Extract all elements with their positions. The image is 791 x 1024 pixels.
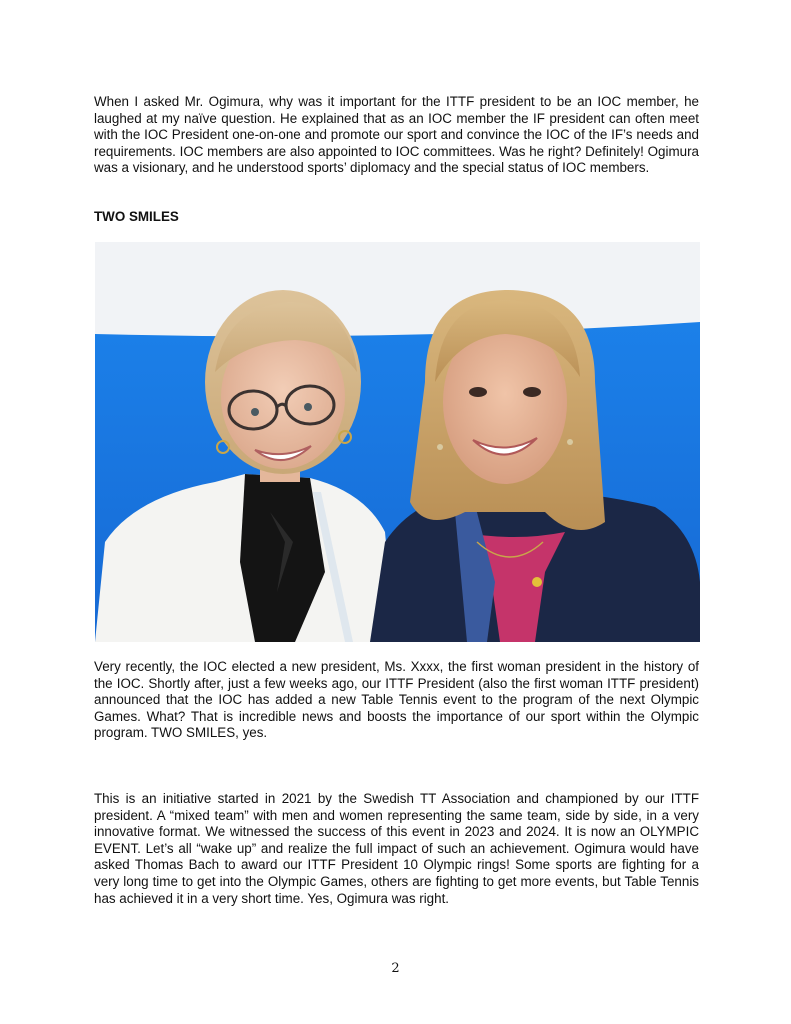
paragraph-new-president: Very recently, the IOC elected a new president, Ms. Xxxx, the first woman president in the history of the IOC. Shortly after, just a few weeks ago, our ITTF President (also the first woman ITTF president) announced that the IOC has added a new Table Tennis event to the program of the next Olympic Games. What? That is incredible news and boosts the importance of our sport within the Olympic program. TWO SMILES, yes.	[94, 659, 699, 741]
section-heading: TWO SMILES	[94, 209, 179, 224]
photo-two-women	[95, 242, 700, 642]
paragraph-mixed-team: This is an initiative started in 2021 by the Swedish TT Association and championed by our ITTF president. A “mixed team” with men and women representing the same team, side by side, in a very innovative format. We witnessed the success of this event in 2023 and 2024. It is now an OLYMPIC EVENT. Let’s all “wake up” and realize the full impact of such an achievement. Ogimura would have asked Thomas Bach to award our ITTF President 10 Olympic rings! Some sports are fighting for a very long time to get into the Olympic Games, others are fighting to get more events, but Table Tennis has achieved it in a very short time. Yes, Ogimura was right.	[94, 791, 699, 906]
paragraph-ogimura: When I asked Mr. Ogimura, why was it important for the ITTF president to be an IOC member, he laughed at my naïve question. He explained that as an IOC member the IF president can often meet with the IOC President one-on-one and promote our sport and convince the IOC of the IF’s needs and requirements. IOC members are also appointed to IOC committees. Was he right? Definitely! Ogimura was a visionary, and he understood sports’ diplomacy and the special status of IOC members.	[94, 94, 699, 176]
page-number: 2	[391, 961, 400, 976]
